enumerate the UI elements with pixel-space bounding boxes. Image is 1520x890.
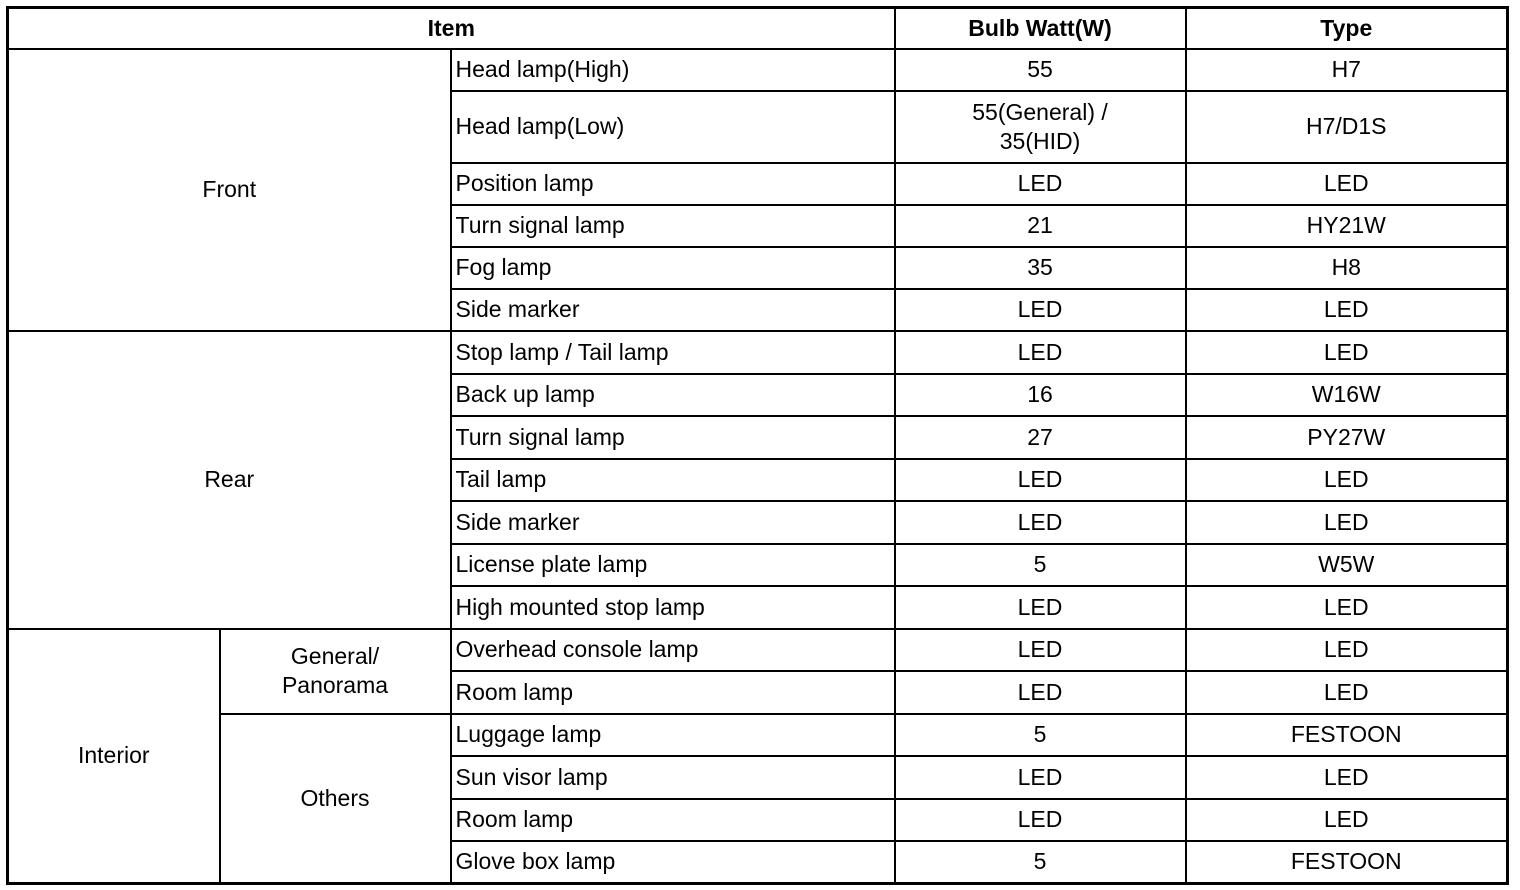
table-row: [8, 714, 1508, 756]
table-row: [8, 331, 1508, 374]
group-front: Front: [8, 49, 451, 331]
group-rear: Rear: [8, 331, 451, 629]
subgroup-others: Others: [220, 714, 451, 884]
watt-cell: LED: [895, 163, 1186, 205]
watt-cell: LED: [895, 671, 1186, 714]
item-cell: Room lamp: [451, 799, 895, 841]
item-cell: Side marker: [451, 501, 895, 544]
watt-cell: LED: [895, 289, 1186, 331]
type-cell: FESTOON: [1186, 714, 1508, 756]
item-cell: Turn signal lamp: [451, 205, 895, 247]
type-cell: FESTOON: [1186, 841, 1508, 884]
item-cell: Position lamp: [451, 163, 895, 205]
item-cell: High mounted stop lamp: [451, 586, 895, 629]
header-type: Type: [1186, 8, 1508, 49]
table-row: [8, 49, 1508, 91]
type-cell: H7/D1S: [1186, 91, 1508, 163]
item-cell: Stop lamp / Tail lamp: [451, 331, 895, 374]
type-cell: LED: [1186, 163, 1508, 205]
type-cell: H7: [1186, 49, 1508, 91]
item-cell: Sun visor lamp: [451, 756, 895, 799]
item-cell: Room lamp: [451, 671, 895, 714]
subgroup-general-panorama: General/ Panorama: [220, 629, 451, 714]
item-cell: Back up lamp: [451, 374, 895, 416]
watt-cell: LED: [895, 756, 1186, 799]
watt-cell: LED: [895, 459, 1186, 501]
type-cell: LED: [1186, 501, 1508, 544]
watt-cell: 55: [895, 49, 1186, 91]
item-cell: Overhead console lamp: [451, 629, 895, 671]
type-cell: LED: [1186, 289, 1508, 331]
type-cell: LED: [1186, 671, 1508, 714]
bulb-spec-table: [6, 6, 1509, 885]
item-cell: Luggage lamp: [451, 714, 895, 756]
type-cell: LED: [1186, 586, 1508, 629]
watt-cell: LED: [895, 799, 1186, 841]
table-row: [8, 629, 1508, 671]
watt-cell: 16: [895, 374, 1186, 416]
watt-cell: 5: [895, 544, 1186, 586]
watt-cell: LED: [895, 586, 1186, 629]
header-item: Item: [8, 8, 895, 49]
type-cell: W16W: [1186, 374, 1508, 416]
type-cell: LED: [1186, 799, 1508, 841]
type-cell: W5W: [1186, 544, 1508, 586]
type-cell: LED: [1186, 459, 1508, 501]
item-cell: Side marker: [451, 289, 895, 331]
watt-cell: LED: [895, 331, 1186, 374]
type-cell: LED: [1186, 629, 1508, 671]
type-cell: LED: [1186, 331, 1508, 374]
type-cell: LED: [1186, 756, 1508, 799]
watt-cell: 21: [895, 205, 1186, 247]
item-cell: Tail lamp: [451, 459, 895, 501]
item-cell: Turn signal lamp: [451, 416, 895, 459]
header-bulb-watt: Bulb Watt(W): [895, 8, 1186, 49]
type-cell: PY27W: [1186, 416, 1508, 459]
watt-cell: LED: [895, 501, 1186, 544]
item-cell: Head lamp(Low): [451, 91, 895, 163]
watt-cell: 5: [895, 714, 1186, 756]
item-cell: Head lamp(High): [451, 49, 895, 91]
type-cell: HY21W: [1186, 205, 1508, 247]
watt-cell: 27: [895, 416, 1186, 459]
type-cell: H8: [1186, 247, 1508, 289]
item-cell: License plate lamp: [451, 544, 895, 586]
item-cell: Glove box lamp: [451, 841, 895, 884]
watt-cell: LED: [895, 629, 1186, 671]
watt-cell: 55(General) / 35(HID): [895, 91, 1186, 163]
group-interior: Interior: [8, 629, 220, 884]
header-row: [8, 8, 1508, 49]
item-cell: Fog lamp: [451, 247, 895, 289]
watt-cell: 35: [895, 247, 1186, 289]
watt-cell: 5: [895, 841, 1186, 884]
